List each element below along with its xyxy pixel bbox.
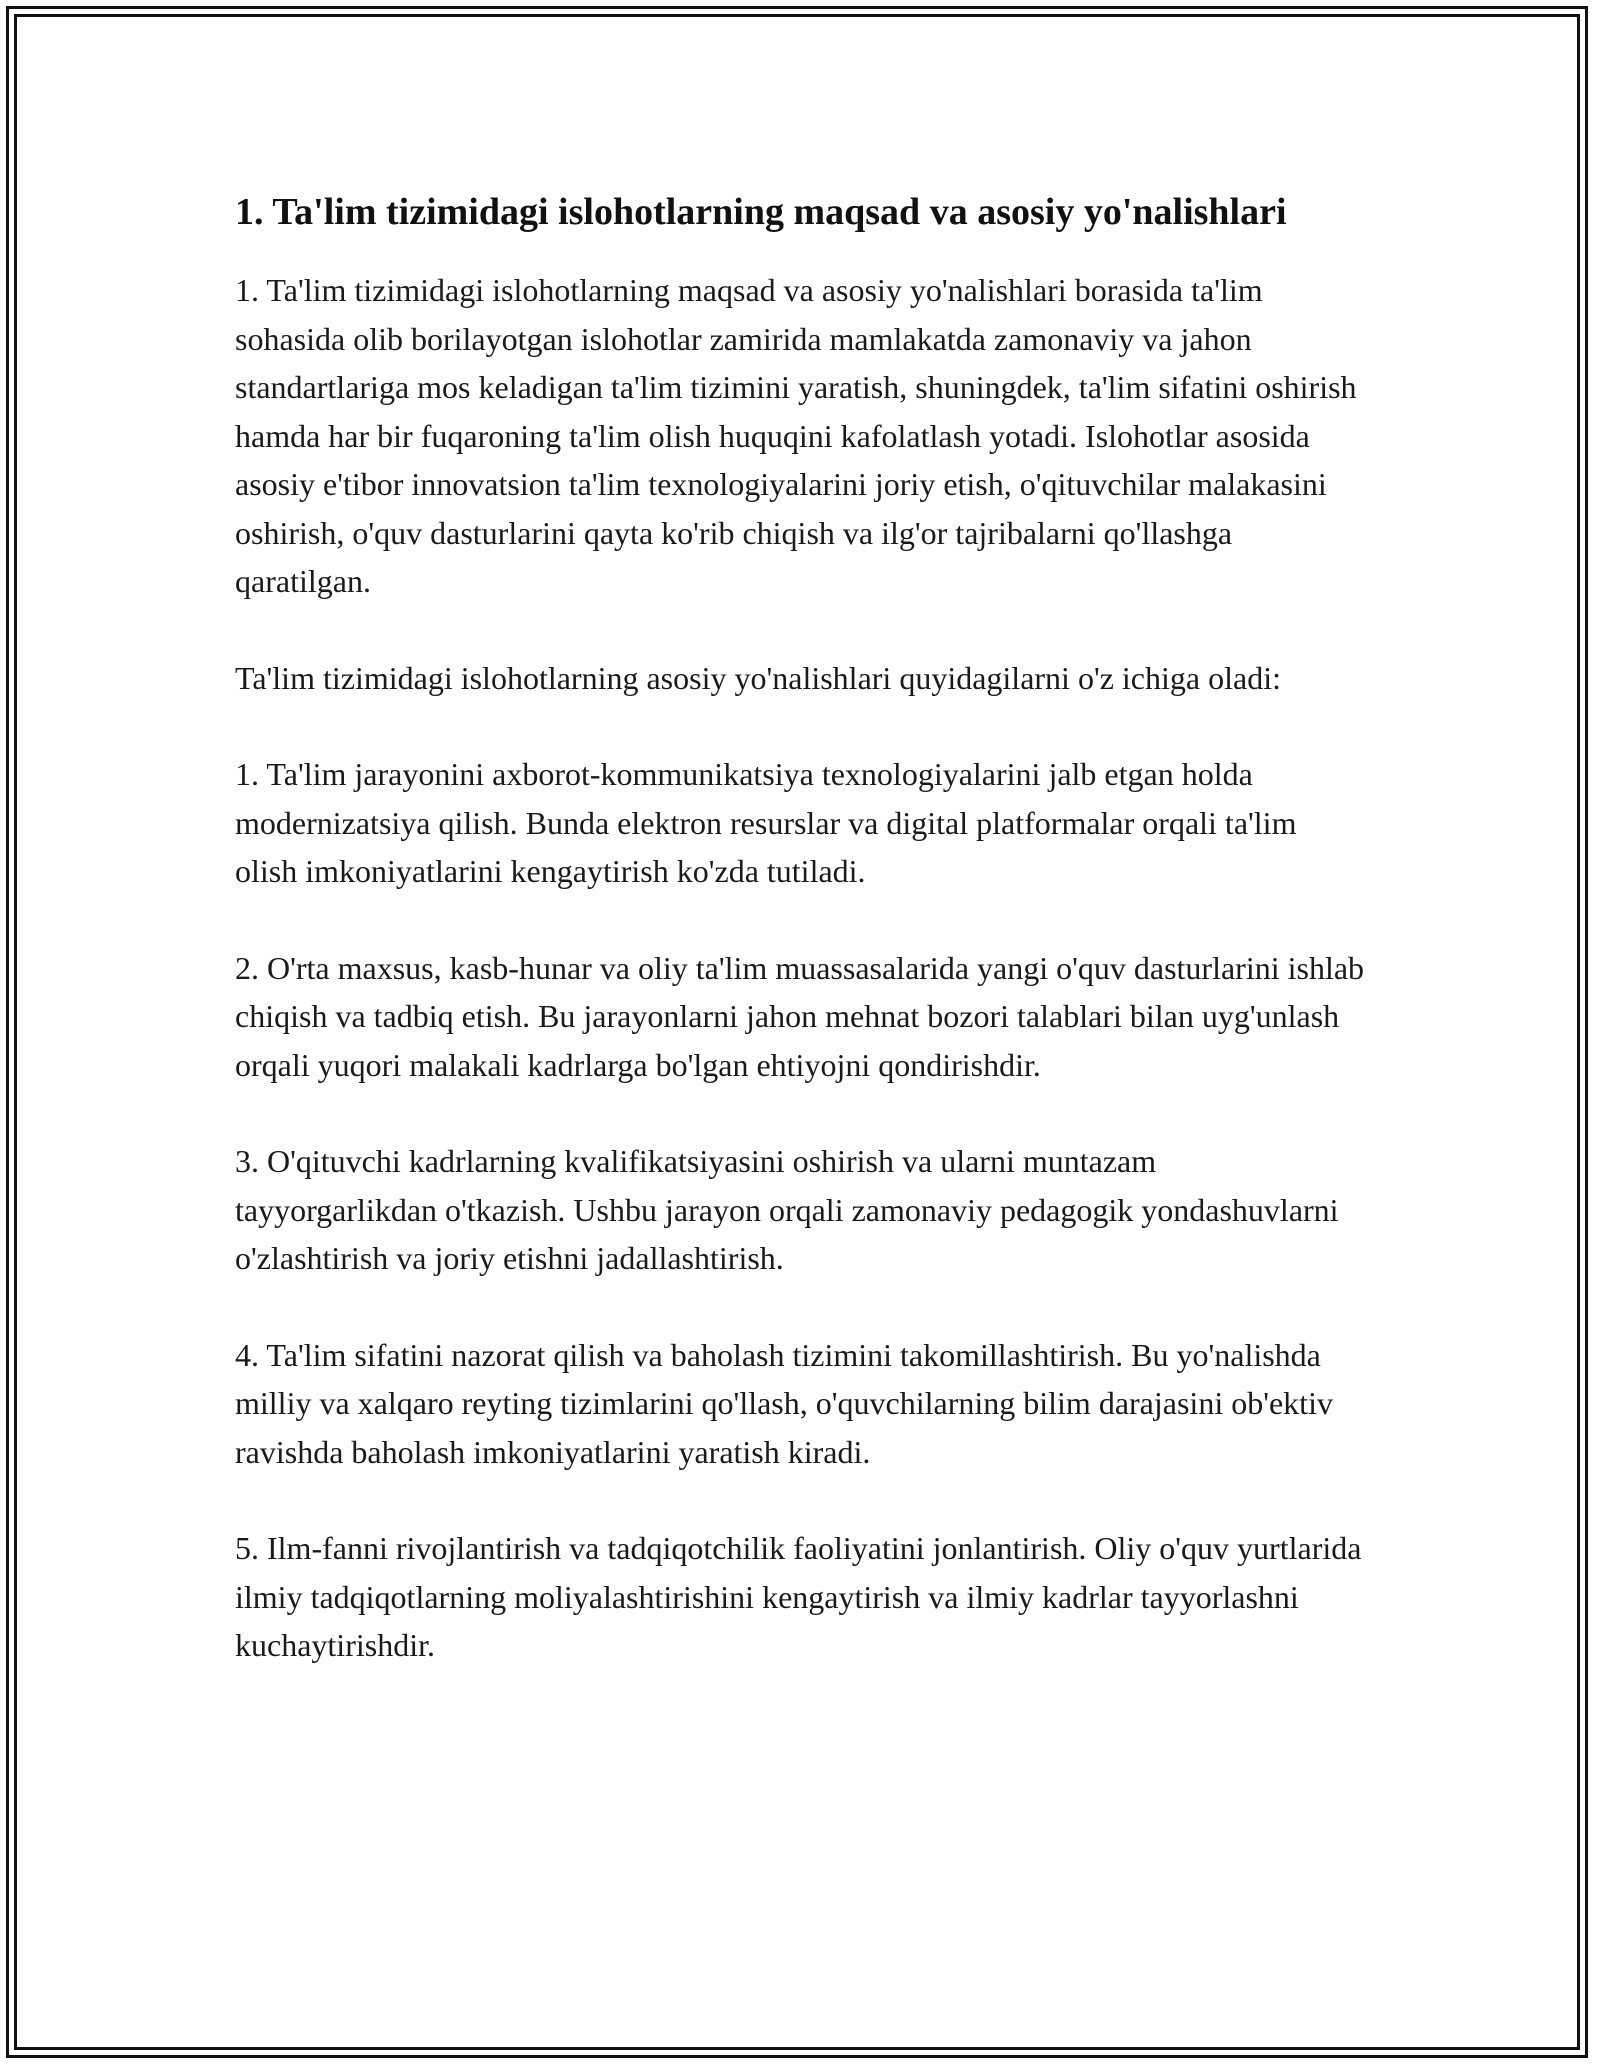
direction-item-2: 2. O'rta maxsus, kasb-hunar va oliy ta'lim muassasalarida yangi o'quv dasturlarini ishlab chiqish va tadbiq etish. Bu jarayonlarni jahon mehnat bozori talablari bilan uyg'unlash orqali yuqori malakali kadrlarga bo'lgan ehtiyojni qondirishdir.	[235, 949, 1365, 1083]
directions-lead-paragraph: Ta'lim tizimidagi islohotlarning asosiy yo'nalishlari quyidagilarni o'z ichiga oladi:	[235, 659, 1281, 696]
document-body	[235, 185, 1365, 1718]
intro-paragraph: 1. Ta'lim tizimidagi islohotlarning maqsad va asosiy yo'nalishlari borasida ta'lim sohasida olib borilayotgan islohotlar zamirida mamlakatda zamonaviy va jahon standartlariga mos keladigan ta'lim tizimini yaratish, shuningdek, ta'lim sifatini oshirish hamda har bir fuqaroning ta'lim olish huquqini kafolatlash yotadi. Islohotlar asosida asosiy e'tibor innovatsion ta'lim texnologiyalarini joriy etish, o'qituvchilar malakasini oshirish, o'quv dasturlarini qayta ko'rib chiqish va ilg'or tajribalarni qo'llashga qaratilgan.	[235, 272, 1357, 599]
direction-item-3: 3. O'qituvchi kadrlarning kvalifikatsiyasini oshirish va ularni muntazam tayyorgarlikdan o'tkazish. Ushbu jarayon orqali zamonaviy pedagogik yondashuvlarni o'zlashtirish va joriy etishni jadallashtirish.	[235, 1143, 1339, 1276]
direction-item-5: 5. Ilm-fanni rivojlantirish va tadqiqotchilik faoliyatini jonlantirish. Oliy o'quv yurtlarida ilmiy tadqiqotlarning moliyalashtirishini kengaytirish va ilmiy kadrlar tayyorlashni kuchaytirishdir.	[235, 1530, 1362, 1663]
page-title: 1. Ta'lim tizimidagi islohotlarning maqsad va asosiy yo'nalishlari	[235, 191, 1287, 233]
direction-item-1: 1. Ta'lim jarayonini axborot-kommunikatsiya texnologiyalarini jalb etgan holda modernizatsiya qilish. Bunda elektron resurslar va digital platformalar orqali ta'lim olish imkoniyatlarini kengaytirish ko'zda tutiladi.	[235, 756, 1297, 889]
direction-item-4: 4. Ta'lim sifatini nazorat qilish va baholash tizimini takomillashtirish. Bu yo'nalishda milliy va xalqaro reyting tizimlarini qo'llash, o'quvchilarning bilim darajasini ob'ektiv ravishda baholash imkoniyatlarini yaratish kiradi.	[235, 1336, 1333, 1470]
